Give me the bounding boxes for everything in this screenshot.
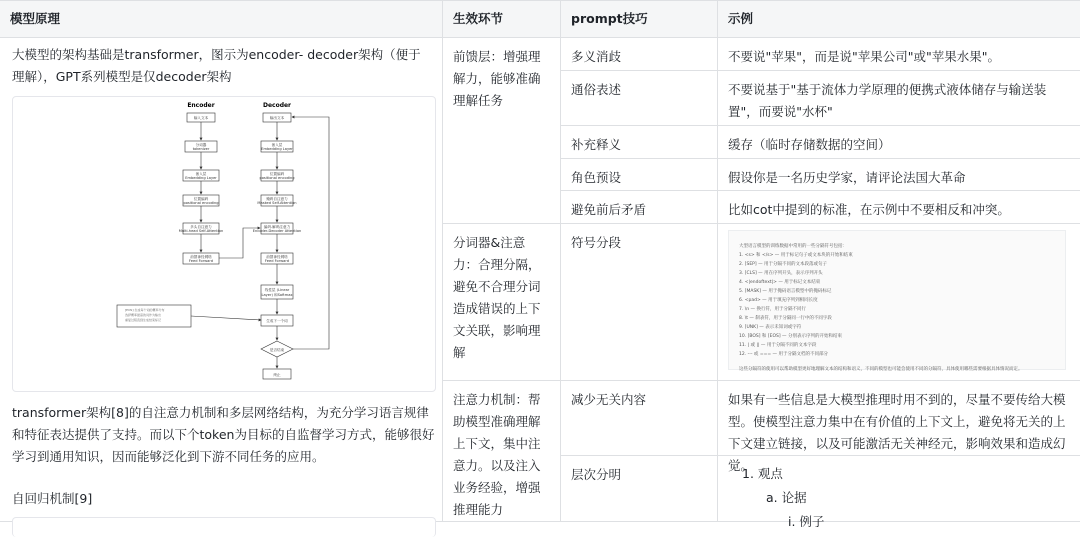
example-supplement-definition: 缓存（临时存储数据的空间）: [718, 126, 1080, 159]
svg-text:Layer) 和Softmax: Layer) 和Softmax: [261, 293, 293, 297]
technique-hierarchy: 层次分明: [561, 456, 718, 522]
svg-text:终止: 终止: [273, 373, 281, 377]
svg-text:输出文本: 输出文本: [269, 116, 285, 120]
symbol-line: 9. [UNK] — 表示未知词或字符: [739, 325, 802, 330]
hierarchy-level-3: i. 例子: [788, 514, 825, 529]
technique-role-preset: 角色预设: [561, 159, 718, 191]
stage-feedforward: 前馈层：增强理解力，能够准确理解任务: [443, 38, 561, 224]
svg-text:Embedding Layer: Embedding Layer: [185, 176, 217, 180]
technique-disambiguation: 多义消歧: [561, 38, 718, 71]
symbol-line: 10. [BOS] 和 [EOS] — 分别表示序列的开始和结束: [739, 334, 842, 339]
symbol-line: 11. | 或 || — 用于分隔不同的文本字段: [739, 343, 817, 348]
svg-text:嵌入层: 嵌入层: [271, 143, 283, 147]
technique-supplement-definition: 补充释义: [561, 126, 718, 159]
svg-text:掩码自注意力: 掩码自注意力: [266, 197, 288, 201]
principle-intro: 大模型的架构基础是transformer，图示为encoder- decoder架构（便于理解），GPT系列模型是仅decoder架构: [12, 47, 421, 84]
encoder-decoder-diagram: [12, 96, 436, 392]
svg-text:positional encoding: positional encoding: [183, 201, 219, 205]
separator-symbols-image: [728, 230, 1066, 370]
svg-text:tokenizer: tokenizer: [192, 147, 210, 151]
svg-text:Masked Self-Attention: Masked Self-Attention: [257, 201, 297, 205]
symbol-line: 4. <|endoftext|> — 用于标记文本结束: [739, 280, 821, 285]
svg-text:位置编码: 位置编码: [269, 172, 285, 176]
autoregressive-diagram: [12, 517, 436, 537]
hierarchy-level-1: 1. 观点: [742, 466, 783, 481]
header-example: 示例: [718, 1, 1080, 38]
svg-text:位置编码: 位置编码: [193, 197, 209, 201]
svg-text:前馈神经网络: 前馈神经网络: [190, 255, 212, 259]
header-principle: 模型原理: [0, 1, 443, 38]
symbol-line: 大型语言模型的训练数据中常用的一些分隔符号包括：: [739, 244, 847, 249]
example-symbol-segmentation: [718, 224, 1080, 381]
symbol-line: 6. <pad> — 用于填充序列到相同长度: [739, 298, 818, 303]
technique-plain-language: 通俗表述: [561, 71, 718, 126]
header-stage: 生效环节: [443, 1, 561, 38]
svg-text:Embedding Layer: Embedding Layer: [261, 147, 293, 151]
stage-attention: 注意力机制：帮助模型准确理解上下文，集中注意力。以及注入业务经验，增强推理能力: [443, 381, 561, 522]
symbol-line: 1. <s> 和 </s> — 用于标记句子或文本块的开始和结束: [739, 253, 853, 258]
svg-text:输入文本: 输入文本: [193, 116, 209, 120]
symbol-line: 12. --- 或 === — 用于分隔文档的不同部分: [739, 352, 828, 357]
svg-text:编码-解码注意力: 编码-解码注意力: [263, 225, 291, 229]
flowchart-svg: [13, 97, 437, 393]
svg-text:Multi-head Self-Attention: Multi-head Self-Attention: [178, 229, 224, 233]
svg-text:分词器: 分词器: [195, 143, 207, 147]
principle-cell: [0, 38, 443, 522]
technique-symbol-segmentation: 符号分段: [561, 224, 718, 381]
svg-text:Feed Forward: Feed Forward: [188, 259, 214, 263]
header-technique: prompt技巧: [561, 1, 718, 38]
symbol-line: 这些分隔符的使用可以帮助模型更好地理解文本的结构和语义，不同的模型也可能会使用不同的分隔符，具体使用哪些需要根据具体情况而定。: [739, 367, 1023, 372]
svg-text:Encoder-Decoder Attention: Encoder-Decoder Attention: [252, 229, 302, 233]
example-role-preset: 假设你是一名历史学家，请评论法国大革命: [718, 159, 1080, 191]
svg-text:选择概率最高的词作为输出: 选择概率最高的词作为输出: [125, 313, 162, 317]
svg-text:生成下一个词: 生成下一个词: [266, 319, 288, 323]
encoder-title: Encoder: [187, 102, 215, 109]
svg-text:多头自注意力: 多头自注意力: [190, 225, 212, 229]
symbol-line: 3. [CLS] — 用在序列开头，表示序列开头: [739, 271, 823, 276]
symbol-line: 7. \n — 换行符，用于分隔不同行: [739, 307, 806, 312]
example-avoid-contradiction: 比如cot中提到的标准，在示例中不要相反和冲突。: [718, 191, 1080, 224]
principle-body: transformer架构[8]的自注意力机制和多层网络结构，为充分学习语言规律和特征表达提供了支持。而以下个token为目标的自监督学习方式，能够很好学习到通用知识，因而能够泛化到下游不同任务的应用。: [12, 405, 435, 464]
example-reduce-irrelevant: 如果有一些信息是大模型推理时用不到的，尽量不要传给大模型。使模型注意力集中在有价值的上下文上，避免将无关的上下文建立链接，以及可能激活无关神经元，影响效果和造成幻觉。: [718, 381, 1080, 456]
symbol-line: 5. [MASK] — 用于掩码语言模型中的掩码标记: [739, 289, 832, 294]
decoder-title: Decoder: [262, 102, 292, 109]
svg-text:是否结束: 是否结束: [269, 348, 285, 352]
technique-reduce-irrelevant: 减少无关内容: [561, 381, 718, 456]
hierarchy-level-2: a. 论据: [766, 490, 807, 505]
example-plain-language: 不要说基于"基于流体力学原理的便携式液体储存与输送装置"，而要说"水杯": [718, 71, 1080, 126]
stage-tokenizer-attention: 分词器&注意力：合理分隔，避免不合理分词造成错误的上下文关联，影响理解: [443, 224, 561, 381]
svg-text:重复过程直到生成结束标记: 重复过程直到生成结束标记: [125, 318, 162, 322]
svg-text:[EOS] 生成每个词的概率分布: [EOS] 生成每个词的概率分布: [125, 308, 165, 312]
svg-text:前馈神经网络: 前馈神经网络: [266, 255, 288, 259]
example-hierarchy: [718, 456, 1080, 529]
technique-avoid-contradiction: 避免前后矛盾: [561, 191, 718, 224]
symbol-line: 2. [SEP] — 用于分隔不同的文本段落或句子: [739, 262, 828, 267]
svg-text:positional encoding: positional encoding: [259, 176, 295, 180]
principle-subheading: 自回归机制[9]: [12, 491, 93, 506]
svg-text:线性层 (Linear: 线性层 (Linear: [264, 288, 290, 292]
example-disambiguation: 不要说"苹果"，而是说"苹果公司"或"苹果水果"。: [718, 38, 1080, 71]
svg-text:嵌入层: 嵌入层: [195, 172, 207, 176]
svg-text:Feed Forward: Feed Forward: [264, 259, 290, 263]
symbol-line: 8. \t — 制表符，用于分隔同一行中的不同字段: [739, 316, 832, 321]
hierarchy-list: [728, 462, 1070, 534]
